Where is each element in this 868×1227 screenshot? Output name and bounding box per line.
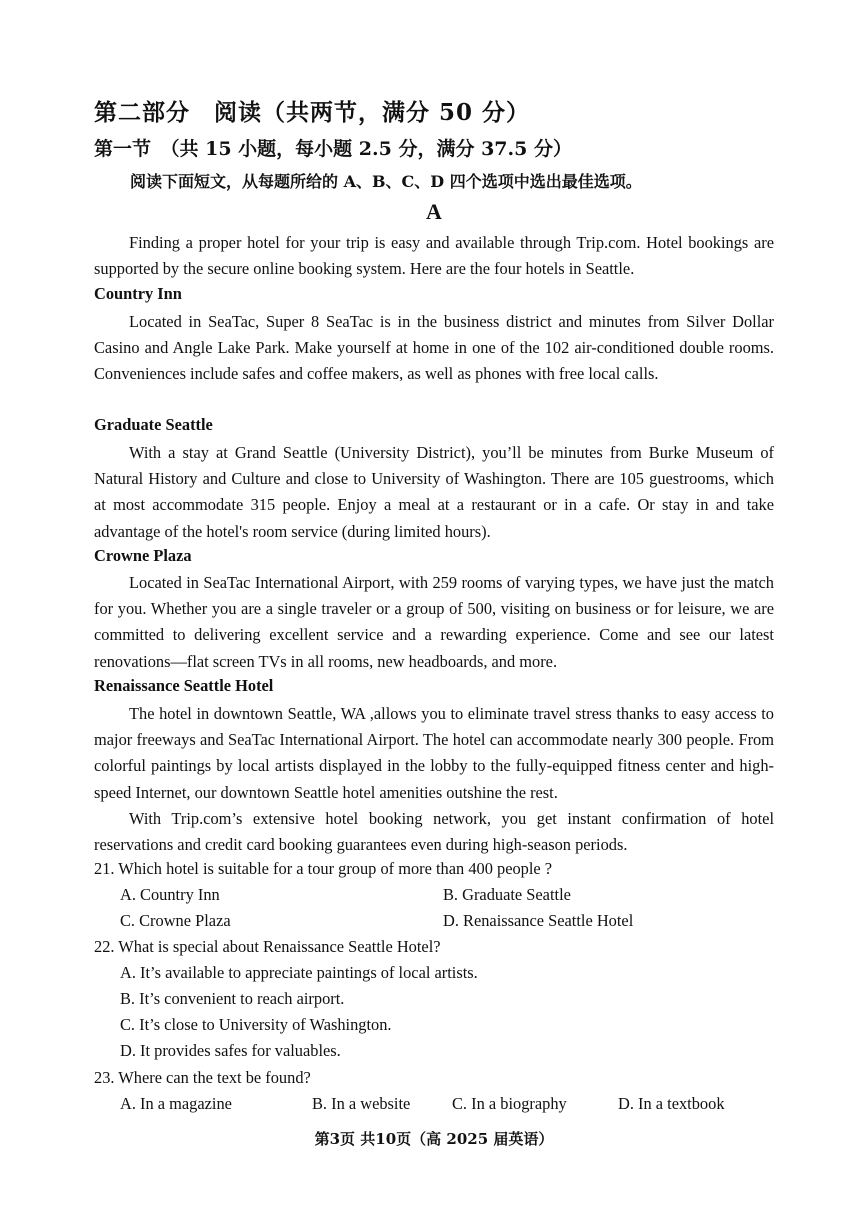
hotel-paragraph-graduate-seattle: With a stay at Grand Seattle (University District), you’ll be minutes from Burke Museum of Natural History and Culture and close to University of Washington. There are 105 guestrooms, which at most accommodate 315 people. Enjoy a meal at a restaurant or in a cafe. Or stay in and take advantage of the hotel's room service (during limited hours).	[94, 443, 774, 541]
hotel-heading-graduate-seattle: Graduate Seattle	[94, 415, 213, 434]
hotel-heading-crowne-plaza: Crowne Plaza	[94, 546, 192, 565]
question-21: 21. Which hotel is suitable for a tour group of more than 400 people ?	[94, 859, 553, 878]
section-title: 第一节 （共 15 小题，每小题 2.5 分，满分 37.5 分）	[94, 138, 572, 160]
hotel-heading-country-inn: Country Inn	[94, 284, 182, 303]
intro-paragraph: Finding a proper hotel for your trip is easy and available through Trip.com. Hotel bookings are supported by the secure online booking system. Here are the four hotels in Seattle.	[94, 233, 774, 279]
q21-option-c: C. Crowne Plaza	[120, 911, 231, 930]
part-title: 第二部分 阅读（共两节，满分 50 分）	[94, 99, 531, 126]
passage-label: A	[426, 199, 442, 224]
closing-paragraph: With Trip.com’s extensive hotel booking network, you get instant confirmation of hotel reservations and credit card booking guarantees even during high-season periods.	[94, 809, 774, 855]
q22-option-d: D. It provides safes for valuables.	[120, 1041, 341, 1060]
q23-option-a: A. In a magazine	[120, 1094, 232, 1113]
question-23: 23. Where can the text be found?	[94, 1068, 311, 1087]
hotel-paragraph-country-inn: Located in SeaTac, Super 8 SeaTac is in the business district and minutes from Silver Dollar Casino and Angle Lake Park. Make yourself at home in one of the 102 air-conditioned double rooms. Conveniences include safes and coffee makers, as well as phones with free local calls.	[94, 312, 774, 384]
q21-option-b: B. Graduate Seattle	[443, 885, 571, 904]
q23-option-c: C. In a biography	[452, 1094, 567, 1113]
instruction: 阅读下面短文，从每题所给的 A、B、C、D 四个选项中选出最佳选项。	[130, 172, 642, 191]
page-footer: 第3页 共10页（高 2025 届英语）	[314, 1130, 554, 1148]
hotel-paragraph-crowne-plaza: Located in SeaTac International Airport, with 259 rooms of varying types, we have just the match for you. Whether you are a single traveler or a group of 500, visiting on business or for leisure, we are committed to delivering excellent service and a rewarding experience. Come and see our latest renovations—flat screen TVs in all rooms, new headboards, and more.	[94, 573, 774, 671]
q23-option-d: D. In a textbook	[618, 1094, 725, 1113]
q22-option-c: C. It’s close to University of Washington.	[120, 1015, 392, 1034]
q21-option-d: D. Renaissance Seattle Hotel	[443, 911, 634, 930]
hotel-paragraph-renaissance: The hotel in downtown Seattle, WA ,allows you to eliminate travel stress thanks to easy access to major freeways and SeaTac International Airport. The hotel can accommodate nearly 300 people. From colorful paintings by local artists displayed in the lobby to the fully-equipped fitness center and high-speed Internet, our downtown Seattle hotel amenities outshine the rest.	[94, 704, 774, 802]
q22-option-a: A. It’s available to appreciate paintings of local artists.	[120, 963, 478, 982]
hotel-heading-renaissance: Renaissance Seattle Hotel	[94, 676, 274, 695]
q23-option-b: B. In a website	[312, 1094, 411, 1113]
question-22: 22. What is special about Renaissance Seattle Hotel?	[94, 937, 441, 956]
q22-option-b: B. It’s convenient to reach airport.	[120, 989, 345, 1008]
q21-option-a: A. Country Inn	[120, 885, 220, 904]
